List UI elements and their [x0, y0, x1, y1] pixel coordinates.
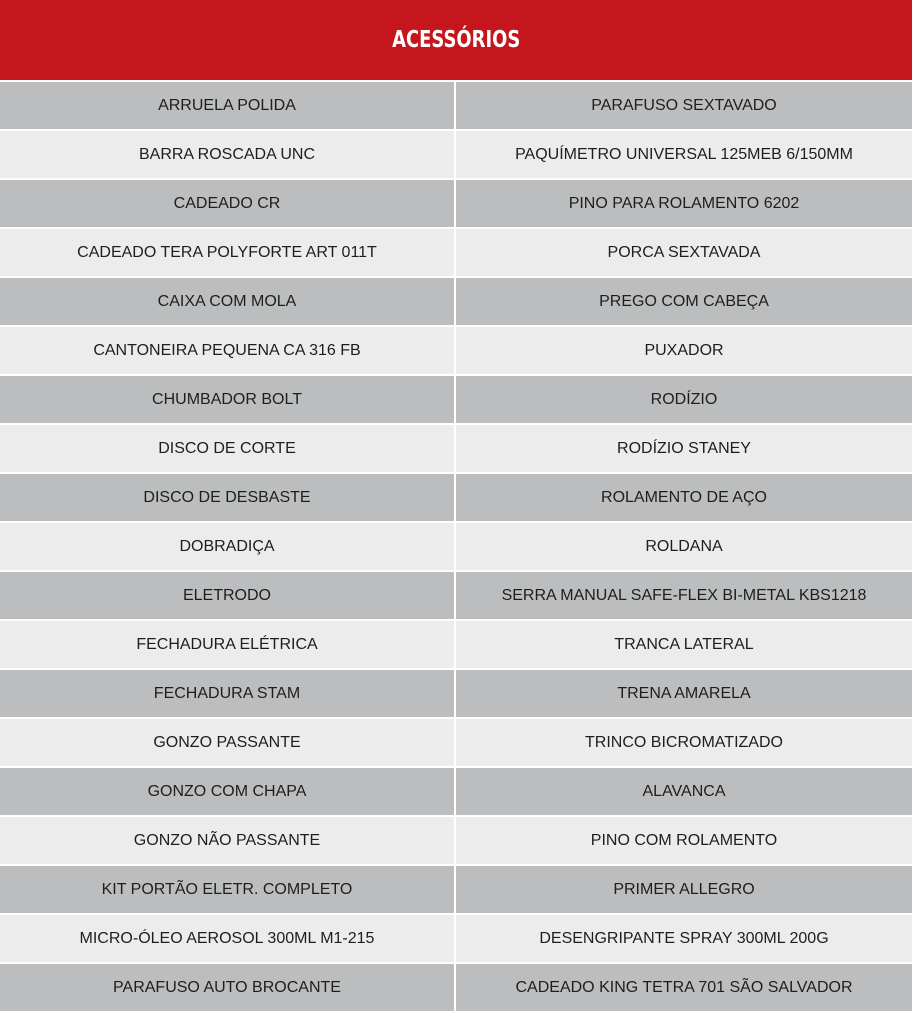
table-cell: TRENA AMARELA: [456, 670, 912, 719]
table-cell: KIT PORTÃO ELETR. COMPLETO: [0, 866, 454, 915]
table-cell: ARRUELA POLIDA: [0, 82, 454, 131]
table-cell: PREGO COM CABEÇA: [456, 278, 912, 327]
table-cell: CAIXA COM MOLA: [0, 278, 454, 327]
table-cell: PINO COM ROLAMENTO: [456, 817, 912, 866]
table-cell: CADEADO CR: [0, 180, 454, 229]
table-cell: ROLAMENTO DE AÇO: [456, 474, 912, 523]
table-cell: MICRO-ÓLEO AEROSOL 300ML M1-215: [0, 915, 454, 964]
table-cell: SERRA MANUAL SAFE-FLEX BI-METAL KBS1218: [456, 572, 912, 621]
table-cell: ROLDANA: [456, 523, 912, 572]
table-cell: DESENGRIPANTE SPRAY 300ML 200G: [456, 915, 912, 964]
accessories-table: [0, 82, 912, 1013]
table-cell: PARAFUSO AUTO BROCANTE: [0, 964, 454, 1013]
table-cell: FECHADURA STAM: [0, 670, 454, 719]
table-cell: TRINCO BICROMATIZADO: [456, 719, 912, 768]
table-cell: RODÍZIO: [456, 376, 912, 425]
table-cell: PAQUÍMETRO UNIVERSAL 125MEB 6/150MM: [456, 131, 912, 180]
table-cell: PINO PARA ROLAMENTO 6202: [456, 180, 912, 229]
table-cell: TRANCA LATERAL: [456, 621, 912, 670]
table-cell: PARAFUSO SEXTAVADO: [456, 82, 912, 131]
table-cell: GONZO NÃO PASSANTE: [0, 817, 454, 866]
right-column: [456, 82, 912, 1013]
page-title: ACESSÓRIOS: [391, 27, 521, 53]
table-cell: FECHADURA ELÉTRICA: [0, 621, 454, 670]
table-cell: PORCA SEXTAVADA: [456, 229, 912, 278]
table-cell: RODÍZIO STANEY: [456, 425, 912, 474]
table-cell: CHUMBADOR BOLT: [0, 376, 454, 425]
table-cell: PRIMER ALLEGRO: [456, 866, 912, 915]
header-banner: [0, 0, 912, 80]
table-cell: DISCO DE DESBASTE: [0, 474, 454, 523]
table-cell: CANTONEIRA PEQUENA CA 316 FB: [0, 327, 454, 376]
left-column: [0, 82, 454, 1013]
table-cell: CADEADO TERA POLYFORTE ART 011T: [0, 229, 454, 278]
table-cell: CADEADO KING TETRA 701 SÃO SALVADOR: [456, 964, 912, 1013]
table-cell: DISCO DE CORTE: [0, 425, 454, 474]
table-cell: ELETRODO: [0, 572, 454, 621]
table-cell: GONZO PASSANTE: [0, 719, 454, 768]
table-cell: DOBRADIÇA: [0, 523, 454, 572]
table-cell: PUXADOR: [456, 327, 912, 376]
table-cell: BARRA ROSCADA UNC: [0, 131, 454, 180]
table-cell: GONZO COM CHAPA: [0, 768, 454, 817]
table-cell: ALAVANCA: [456, 768, 912, 817]
